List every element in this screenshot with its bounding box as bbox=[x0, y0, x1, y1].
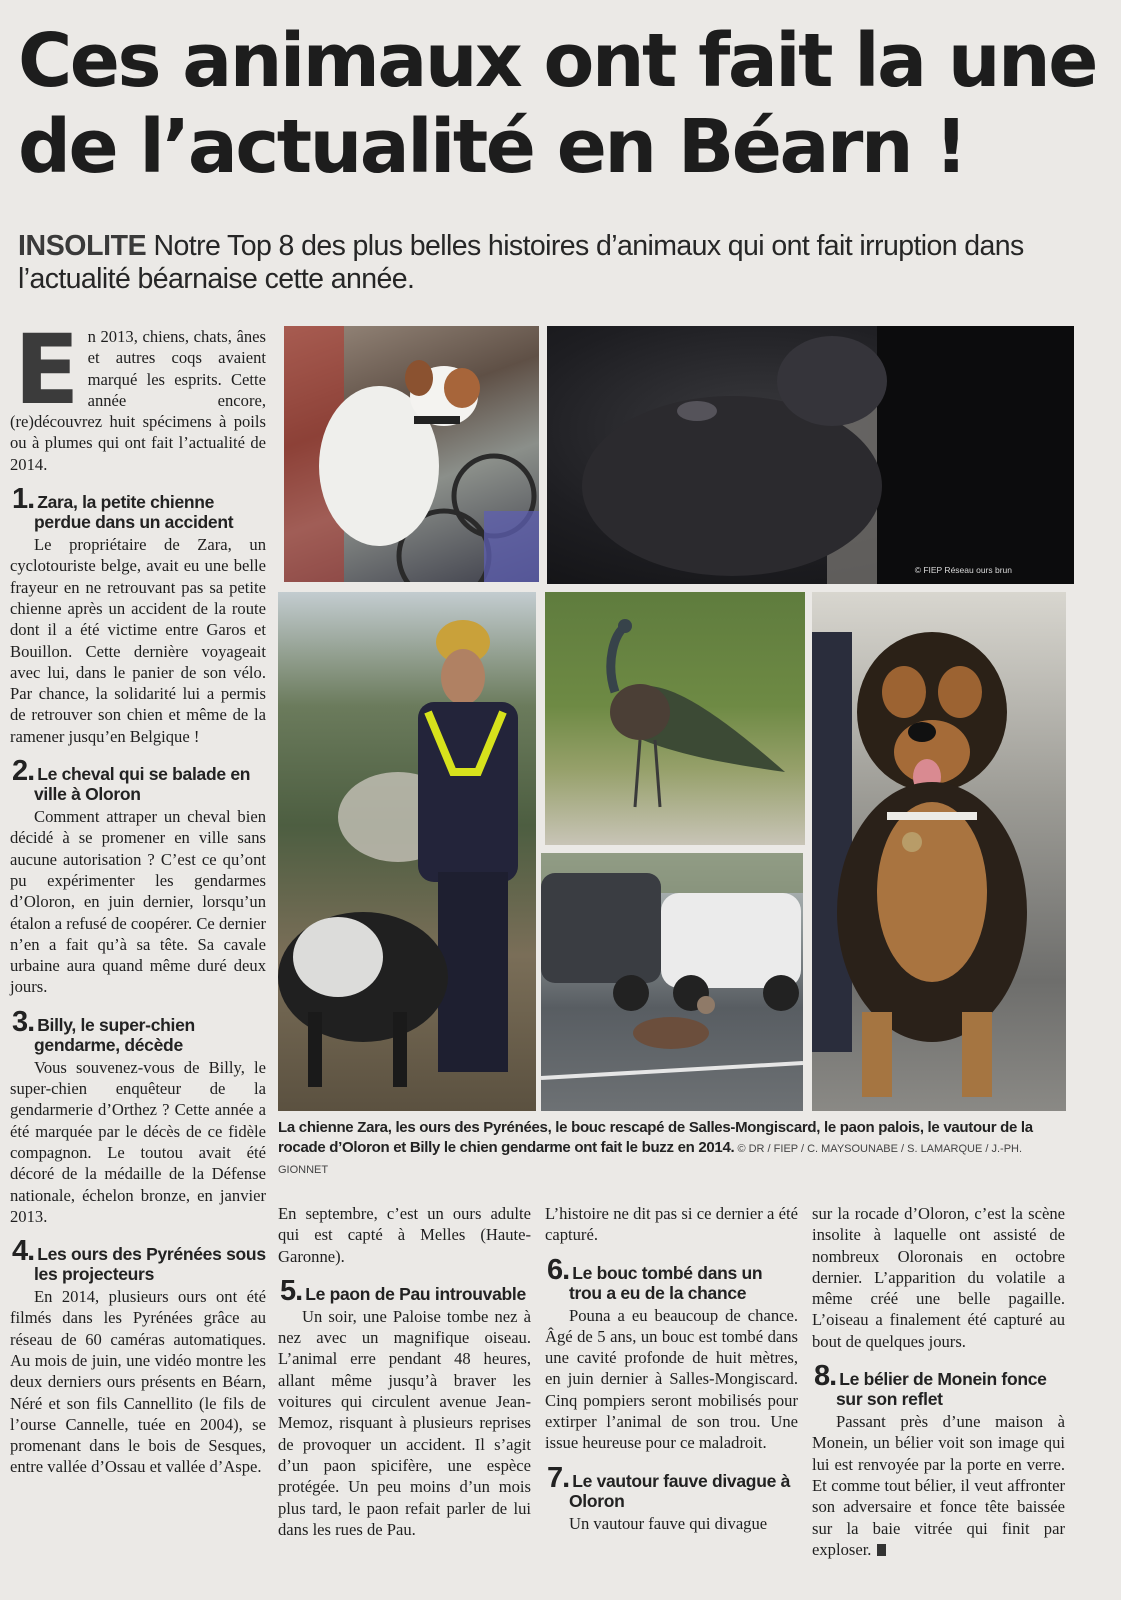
section-2-heading: 2. Le cheval qui se balade en ville à Oloron bbox=[12, 755, 251, 805]
section-5-heading: 5. Le paon de Pau introuvable bbox=[280, 1274, 526, 1307]
section-6-heading: 6. Le bouc tombé dans un trou a eu de la chance bbox=[547, 1253, 763, 1303]
section-6-body: Pouna a eu beaucoup de chance. Âgé de 5 ans, un bouc est tombé dans une cavité profonde de huit mètres, en juin dernier à Salles-Mongiscard. Cinq pompiers seront mobilisés pour extirper l’animal de son trou. Une issue heureuse pour ce maladroit. bbox=[545, 1305, 798, 1453]
caption-text: La chienne Zara, les ours des Pyrénées, le bouc rescapé de Salles-Mongiscard, le paon palois, le vautour de la rocade d’Oloron et Billy le chien gendarme ont fait le buzz en 2014. bbox=[278, 1119, 1033, 1156]
drop-cap: E bbox=[14, 314, 80, 426]
section-7-continued: sur la rocade d’Oloron, c’est la scène insolite à laquelle ont assisté de nombreux Oloronais en octobre dernier. L’apparition du volatile a même créé une belle pagaille. L’oiseau a finalement été capturé au bout de quelques jours. bbox=[812, 1204, 1065, 1351]
deck-kicker: INSOLITE bbox=[18, 230, 147, 262]
intro-paragraph bbox=[10, 314, 266, 475]
section-5-continued: L’histoire ne dit pas si ce dernier a été capturé. bbox=[545, 1204, 798, 1245]
deck-text: Notre Top 8 des plus belles histoires d’animaux qui ont fait irruption dans l’actualité béarnaise cette année. bbox=[18, 230, 1024, 295]
intro-text: n 2013, chiens, chats, ânes et autres coqs avaient marqué les esprits. Cette année encore, (re)découvrez huit spécimens à poils ou à plumes qui ont fait l’actualité de 2014. bbox=[10, 327, 266, 474]
section-5-body: Un soir, une Paloise tombe nez à nez avec un magnifique oiseau. L’animal erre pendant 48 heures, allant même jusqu’à braver les voitures qui circulent avenue Jean-Memoz, risquant à plusieurs reprises de provoquer un accident. Il s’agit d’un paon spicifère, une espèce protégée. Un peu moins d’un mois plus tard, le paon refait parler de lui dans les rues de Pau. bbox=[278, 1306, 531, 1539]
section-4-continued: En septembre, c’est un ours adulte qui est capté à Melles (Haute-Garonne). bbox=[278, 1204, 531, 1266]
section-7-heading: 7. Le vautour fauve divague à Oloron bbox=[547, 1461, 791, 1511]
column-2 bbox=[278, 1203, 531, 1540]
headline bbox=[18, 18, 1108, 190]
photo-zara-dog bbox=[284, 326, 539, 582]
section-4-heading: 4. Les ours des Pyrénées sous les projecteurs bbox=[12, 1235, 266, 1285]
photo-billy-dog bbox=[812, 592, 1066, 1111]
end-of-article-mark bbox=[877, 1544, 886, 1556]
section-1-body: Le propriétaire de Zara, un cyclotouriste belge, avait eu une belle frayeur en ne retrouvant pas sa petite chienne après un accident de la route dont il a été victime entre Garos et Bouillon. Cette dernière voyageait avec lui, dans le panier de son vélo. Par chance, la solidarité lui a permis de retrouver son chien et même de la ramener jusqu’en Belgique ! bbox=[10, 535, 266, 746]
headline-line-2: de l’actualité en Béarn ! bbox=[18, 104, 966, 190]
bear-photo-credit: © FIEP Réseau ours brun bbox=[914, 565, 1012, 575]
column-3 bbox=[545, 1203, 798, 1534]
caption-credit: © DR / FIEP / C. MAYSOUNABE / S. LAMARQUE / J.-PH. GIONNET bbox=[278, 1142, 1023, 1176]
headline-line-1: Ces animaux ont fait la une bbox=[18, 18, 1096, 104]
section-4-body: En 2014, plusieurs ours ont été filmés dans les Pyrénées grâce au réseau de 60 caméras automatiques. Au mois de juin, une vidéo montre les deux derniers ours présents en Béarn, Néré et son fils Cannellito (le fils de l’ourse Cannelle, tuée en 2004), se promenant dans le bois de Sesques, entre vallée d’Ossau et vallée d’Aspe. bbox=[10, 1287, 266, 1477]
section-8-body: Passant près d’une maison à Monein, un bélier voit son image qui lui est renvoyée par la porte en verre. Et comme tout bélier, il veut affronter son adversaire et fonce tête baissée sur la baie vitrée qui finit par exploser. bbox=[812, 1412, 1065, 1559]
section-1-heading: 1. Zara, la petite chienne perdue dans un accident bbox=[12, 483, 234, 533]
section-7-body: Un vautour fauve qui divague bbox=[569, 1513, 768, 1533]
photo-firefighter-goat bbox=[278, 592, 536, 1111]
section-3-heading: 3. Billy, le super-chien gendarme, décède bbox=[12, 1005, 195, 1055]
column-1 bbox=[10, 314, 266, 1478]
photo-caption bbox=[278, 1118, 1068, 1181]
photo-peacock bbox=[545, 592, 805, 845]
photo-bear bbox=[547, 326, 1074, 584]
section-8-heading: 8. Le bélier de Monein fonce sur son reflet bbox=[814, 1360, 1047, 1410]
section-3-body: Vous souvenez-vous de Billy, le super-chien enquêteur de la gendarmerie d’Orthez ? Cette année a été marquée par le décès de ce fidèle compagnon. Le toutou avait été décoré de la médaille de la Défense nationale, échelon bronze, en janvier 2013. bbox=[10, 1057, 266, 1226]
deck bbox=[18, 230, 1098, 296]
column-4 bbox=[812, 1203, 1065, 1560]
section-2-body: Comment attraper un cheval bien décidé à se promener en ville sans aucune autorisation ? C’est ce qu’ont pu expérimenter les gendarmes d’Oloron, en juin dernier, lorsqu’un étalon a refusé de coopérer. Ce dernier n’en a fait qu’à sa tête. Sa cavale urbaine aura quand même duré deux jours. bbox=[10, 807, 266, 997]
photo-vulture bbox=[541, 853, 803, 1111]
